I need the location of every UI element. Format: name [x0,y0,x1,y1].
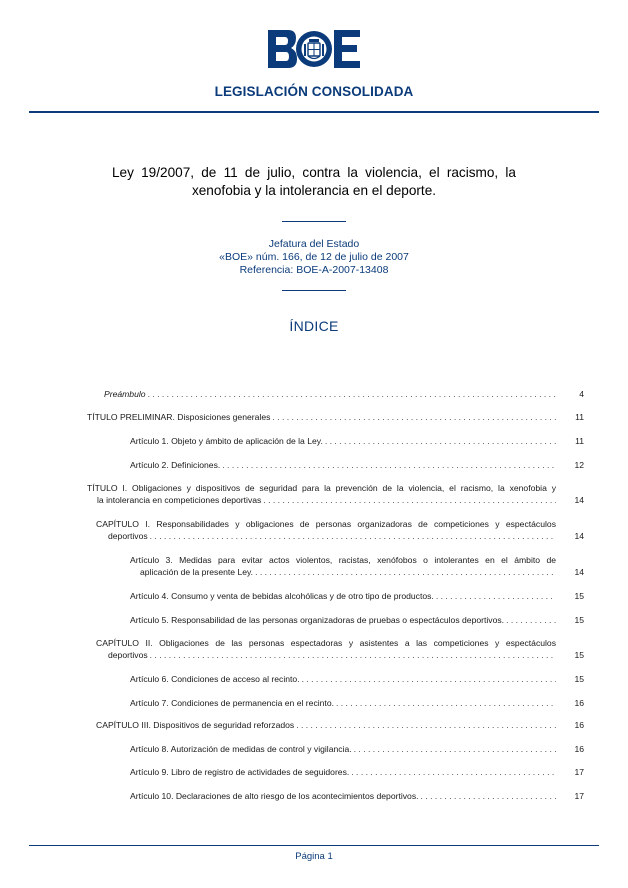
dot-leader [506,614,556,626]
toc-entry-page: 14 [574,531,584,541]
toc-entry-leader-line [104,388,556,400]
document-title-line-1: Ley 19/2007, de 11 de julio, contra la violencia, el racismo, la [112,165,516,180]
toc-entry-title: deportivos [108,650,148,660]
toc-entry-page: 14 [574,567,584,577]
toc-entry[interactable] [130,554,584,578]
toc-entry-leader-line [87,494,556,506]
toc-entry[interactable] [87,482,584,506]
dot-leader [302,673,556,685]
toc-entry-page: 16 [574,720,584,730]
toc-entry[interactable] [96,518,584,542]
toc-entry-page: 17 [574,767,584,777]
toc-entry-title: CAPÍTULO III. Dispositivos de seguridad reforzados [96,720,295,730]
toc-entry[interactable] [130,697,584,709]
toc-entry-leader-line [130,459,556,471]
boe-logo [268,30,360,68]
toc-entry[interactable] [130,459,584,471]
toc-entry-title: la intolerancia en competiciones deportivas [97,495,262,505]
toc-entry-title: TÍTULO PRELIMINAR. Disposiciones generales [87,412,271,422]
document-reference: Referencia: BOE-A-2007-13408 [239,264,389,276]
toc-entry-text-line: CAPÍTULO II. Obligaciones de las personas espectadoras y asistentes a las competiciones y espectáculos [96,638,556,648]
toc-entry-title: Preámbulo [104,389,146,399]
toc-entry-page: 14 [574,495,584,505]
toc-entry[interactable] [130,766,584,778]
dot-leader [354,743,556,755]
footer-divider [29,845,599,846]
dot-leader [263,494,556,506]
toc-entry[interactable] [130,790,584,802]
dot-leader [148,388,556,400]
dot-leader [222,459,556,471]
toc-entry[interactable] [130,435,584,447]
toc-entry-title: Artículo 4. Consumo y venta de bebidas alcohólicas y de otro tipo de productos. [130,591,434,601]
toc-entry-leader-line [130,790,556,802]
toc-entry[interactable] [104,388,584,400]
toc-entry-leader-line [130,743,556,755]
toc-entry[interactable] [96,637,584,661]
toc-entry-page: 12 [574,460,584,470]
dot-leader [296,719,556,731]
toc-entry-page: 16 [574,698,584,708]
toc-entry-page: 15 [574,674,584,684]
toc-entry-leader-line [130,614,556,626]
dot-leader [336,697,556,709]
toc-entry-text-line: TÍTULO I. Obligaciones y dispositivos de seguridad para la prevención de la violencia, el racismo, la xenofobia y [87,483,556,493]
toc-entry-title: Artículo 7. Condiciones de permanencia en el recinto. [130,698,334,708]
toc-entry-leader-line [130,435,556,447]
toc-entry-text-line: CAPÍTULO I. Responsabilidades y obligaciones de personas organizadoras de competiciones y espectáculos [96,519,556,529]
dot-leader [325,435,556,447]
toc-entry-page: 15 [574,591,584,601]
toc-entry[interactable] [130,614,584,626]
toc-entry-text-line: Artículo 3. Medidas para evitar actos violentos, racistas, xenófobos o intolerantes en el ámbito de [130,555,556,565]
section-title: LEGISLACIÓN CONSOLIDADA [214,84,414,99]
toc-entry-title: Artículo 6. Condiciones de acceso al recinto. [130,674,300,684]
issuer: Jefatura del Estado [268,238,360,250]
toc-entry-title: Artículo 10. Declaraciones de alto riesgo de los acontecimientos deportivos. [130,791,419,801]
dot-leader [421,790,556,802]
toc-entry-title: aplicación de la presente Ley. [140,567,254,577]
toc-entry-leader-line [130,766,556,778]
dot-leader [150,649,556,661]
toc-entry-page: 4 [579,389,584,399]
bulletin-reference: «BOE» núm. 166, de 12 de julio de 2007 [219,251,409,263]
toc-entry-title: Artículo 5. Responsabilidad de las personas organizadoras de pruebas o espectáculos deportivos. [130,615,505,625]
toc-entry[interactable] [87,411,584,423]
metadata-divider [282,290,346,291]
page-number: Página 1 [295,851,333,862]
toc-entry-page: 15 [574,615,584,625]
toc-entry[interactable] [130,743,584,755]
header-divider [29,111,599,113]
toc-entry-page: 15 [574,650,584,660]
toc-entry-title: Artículo 9. Libro de registro de actividades de seguidores. [130,767,350,777]
toc-entry[interactable] [96,719,584,731]
dot-leader [150,530,556,542]
toc-entry-page: 11 [575,436,584,446]
toc-entry-leader-line [87,411,556,423]
toc-entry-leader-line [96,530,556,542]
toc-entry-leader-line [130,590,556,602]
toc-entry-leader-line [96,649,556,661]
toc-entry-page: 17 [574,791,584,801]
document-title [112,164,516,200]
toc-entry-title: Artículo 1. Objeto y ámbito de aplicación de la Ley. [130,436,323,446]
toc-entry[interactable] [130,673,584,685]
toc-entry-leader-line [130,697,556,709]
dot-leader [272,411,556,423]
dot-leader [351,766,556,778]
dot-leader [436,590,556,602]
toc-entry-title: deportivos [108,531,148,541]
toc-entry-page: 11 [575,412,584,422]
toc-entry-title: Artículo 2. Definiciones. [130,460,221,470]
document-title-line-2: xenofobia y la intolerancia en el deporte. [191,183,437,198]
title-divider [282,221,346,222]
dot-leader [255,566,556,578]
index-heading: ÍNDICE [289,318,339,334]
toc-entry-page: 16 [574,744,584,754]
toc-entry-title: Artículo 8. Autorización de medidas de control y vigilancia. [130,744,352,754]
toc-entry-leader-line [96,719,556,731]
toc-entry-leader-line [130,673,556,685]
document-metadata [0,238,628,277]
toc-entry[interactable] [130,590,584,602]
toc-entry-leader-line [130,566,556,578]
